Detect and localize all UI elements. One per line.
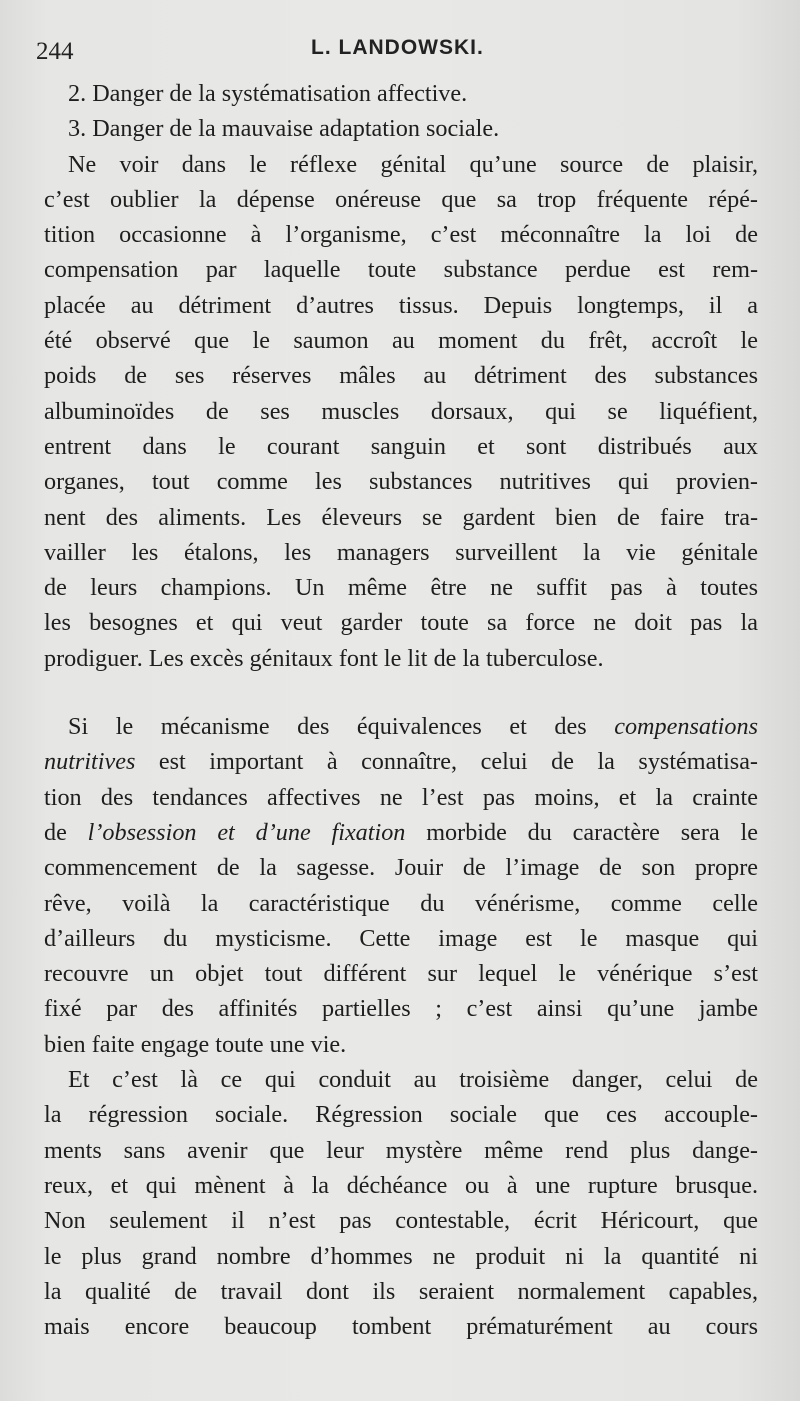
text-line: bien faite engage toute une vie. [44,1030,347,1058]
text-line: albuminoïdes de ses muscles dorsaux, qui se liquéfient, [44,397,758,425]
paragraph-social-regression [44,1062,758,1344]
italic-fragment: l’obsession et d’une fixation [87,818,406,846]
text-line: de leurs champions. Un même être ne suffit pas à toutes [44,574,758,602]
italic-fragment: nutritives [44,748,136,776]
italic-fragment: compensations [614,713,758,741]
text-line: vailler les étalons, les managers surveillent la vie génitale [44,538,758,566]
text-line: tion des tendances affectives ne l’est pas moins, et la crainte [44,783,758,811]
text-line: 2. Danger de la systématisation affective. [68,80,468,107]
text-line: été observé que le saumon au moment du frêt, accroît le [44,327,758,355]
text-line: c’est oublier la dépense onéreuse que sa trop fréquente répé- [44,185,758,213]
text-line: recouvre un objet tout différent sur lequel le vénérique s’est [44,960,758,988]
text-fragment: est important à connaître, celui de la systématisa- [135,748,758,776]
paragraph-spacer [44,676,758,709]
text-line: placée au détriment d’autres tissus. Depuis longtemps, il a [44,291,758,319]
text-line [44,744,758,779]
text-line: nent des aliments. Les éleveurs se gardent bien de faire tra- [44,503,758,531]
list-item-danger-2 [44,76,758,111]
text-fragment: Si le mécanisme des équivalences et des [68,713,615,741]
text-line: organes, tout comme les substances nutritives qui provien- [44,468,758,496]
text-line [44,709,758,744]
text-line: reux, et qui mènent à la déchéance ou à une rupture brusque. [44,1171,758,1199]
text-line: rêve, voilà la caractéristique du vénérisme, comme celle [44,889,758,917]
running-title: L. LANDOWSKI. [311,36,484,59]
text-line: Et c’est là ce qui conduit au troisième danger, celui de [68,1066,758,1094]
text-line: les besognes et qui veut garder toute sa force ne doit pas la [44,609,758,637]
text-line: entrent dans le courant sanguin et sont distribués aux [44,432,758,460]
text-fragment: de [44,818,88,846]
text-line: ments sans avenir que leur mystère même rend plus dange- [44,1136,758,1164]
text-line: Ne voir dans le réflexe génital qu’une source de plaisir, [68,150,758,178]
list-item-danger-3 [44,111,758,146]
text-line: tition occasionne à l’organisme, c’est méconnaître la loi de [44,221,758,249]
text-line: poids de ses réserves mâles au détriment des substances [44,362,758,390]
text-line: prodiguer. Les excès génitaux font le lit de la tuberculose. [44,644,604,672]
text-line: 3. Danger de la mauvaise adaptation sociale. [68,115,500,143]
body-text [44,76,758,1344]
text-line: mais encore beaucoup tombent prématurément au cours [44,1313,758,1341]
text-fragment: morbide du caractère sera le [405,818,758,846]
paragraph-systematisation [44,709,758,1062]
text-line: d’ailleurs du mysticisme. Cette image est le masque qui [44,924,758,952]
text-line: Non seulement il n’est pas contestable, écrit Héricourt, que [44,1207,758,1235]
paragraph-genital-reflex [44,147,758,676]
text-line: la qualité de travail dont ils seraient normalement capables, [44,1277,758,1305]
text-line: commencement de la sagesse. Jouir de l’image de son propre [44,854,758,882]
text-line [44,815,758,850]
text-line: fixé par des affinités partielles ; c’est ainsi qu’une jambe [44,995,758,1023]
text-line: la régression sociale. Régression sociale que ces accouple- [44,1101,758,1129]
text-line: compensation par laquelle toute substance perdue est rem- [44,256,758,284]
page-number: 244 [36,38,74,65]
text-line: le plus grand nombre d’hommes ne produit ni la quantité ni [44,1242,758,1270]
running-head [36,30,764,70]
